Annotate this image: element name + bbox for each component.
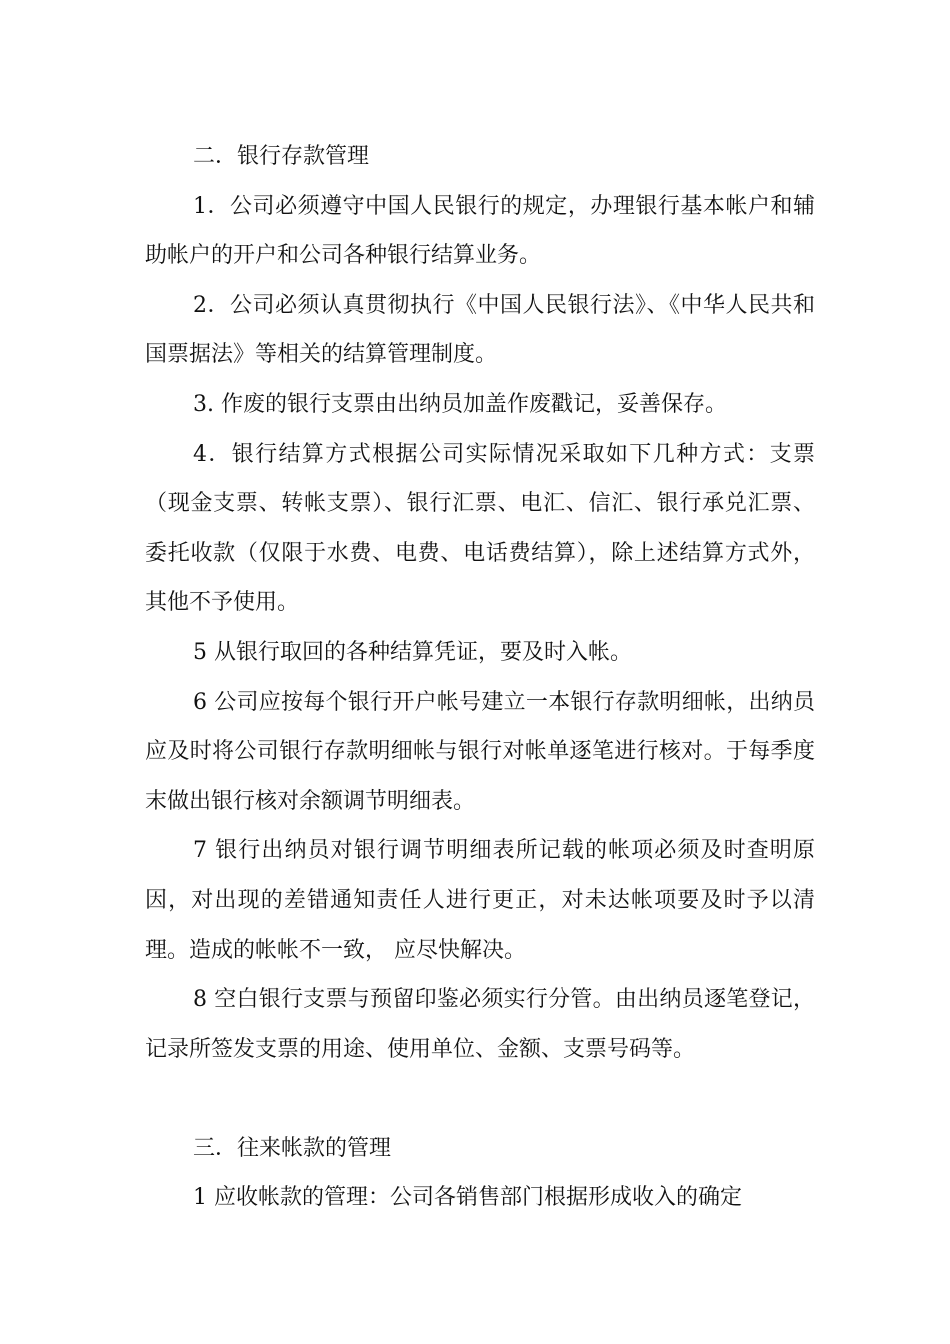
section-heading-bank-deposit: 二．银行存款管理 bbox=[193, 144, 370, 169]
document-body bbox=[145, 132, 815, 1223]
paragraph-5: 5 从银行取回的各种结算凭证，要及时入帐。 bbox=[193, 639, 632, 665]
paragraph-1: 1．公司必须遵守中国人民银行的规定，办理银行基本帐户和辅助帐户的开户和公司各种银行结算业务。 bbox=[145, 193, 815, 269]
paragraph-2: 2．公司必须认真贯彻执行《中国人民银行法》、《中华人民共和国票据法》等相关的结算管理制度。 bbox=[145, 292, 815, 368]
paragraph-4: 4．银行结算方式根据公司实际情况采取如下几种方式：支票（现金支票、转帐支票）、银行汇票、电汇、信汇、银行承兑汇票、委托收款（仅限于水费、电费、电话费结算），除上述结算方式外，其他不予使用。 bbox=[145, 441, 815, 616]
section-heading-receivables: 三．往来帐款的管理 bbox=[193, 1135, 392, 1161]
paragraph-receivables-1: 1 应收帐款的管理：公司各销售部门根据形成收入的确定 bbox=[193, 1185, 742, 1211]
paragraph-6: 6 公司应按每个银行开户帐号建立一本银行存款明细帐，出纳员应及时将公司银行存款明细帐与银行对帐单逐笔进行核对。于每季度末做出银行核对余额调节明细表。 bbox=[145, 689, 815, 814]
paragraph-7: 7 银行出纳员对银行调节明细表所记载的帐项必须及时查明原因，对出现的差错通知责任人进行更正，对未达帐项要及时予以清理。造成的帐帐不一致， 应尽快解决。 bbox=[145, 838, 815, 963]
section-spacer bbox=[145, 1074, 815, 1124]
paragraph-8: 8 空白银行支票与预留印鉴必须实行分管。由出纳员逐笔登记，记录所签发支票的用途、使用单位、金额、支票号码等。 bbox=[145, 987, 815, 1062]
paragraph-3: 3. 作废的银行支票由出纳员加盖作废戳记，妥善保存。 bbox=[193, 391, 727, 417]
